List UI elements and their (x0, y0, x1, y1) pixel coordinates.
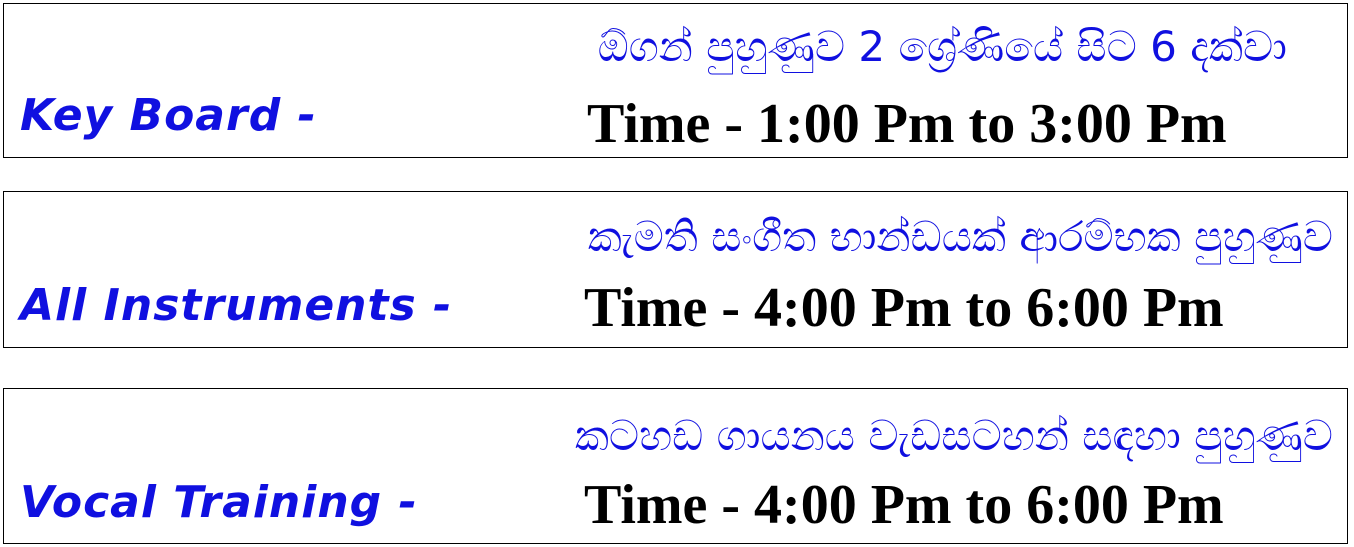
panel-class-label: All Instruments - (20, 280, 453, 331)
panel-sinhala-title: කටහඩ ගායනය වැඩසටහන් සඳහා පුහුණුව (574, 411, 1333, 460)
panel-time: Time - 4:00 Pm to 6:00 Pm (584, 474, 1224, 536)
panel-class-label: Vocal Training - (20, 477, 418, 528)
panel-sinhala-title: කැමති සංගීත භාන්ඩයක් ආරම්භක පුහුණුව (587, 212, 1333, 261)
class-panel-vocal-training (3, 388, 1348, 544)
panel-class-label: Key Board - (20, 90, 317, 141)
class-panel-all-instruments (3, 191, 1348, 348)
panel-time: Time - 4:00 Pm to 6:00 Pm (584, 277, 1224, 339)
class-panel-keyboard (3, 3, 1348, 158)
panel-sinhala-title: ඕගන් පුහුණුව 2 ශ්‍රේණියේ සිට 6 දක්වා (597, 22, 1287, 71)
panel-time: Time - 1:00 Pm to 3:00 Pm (587, 93, 1227, 155)
